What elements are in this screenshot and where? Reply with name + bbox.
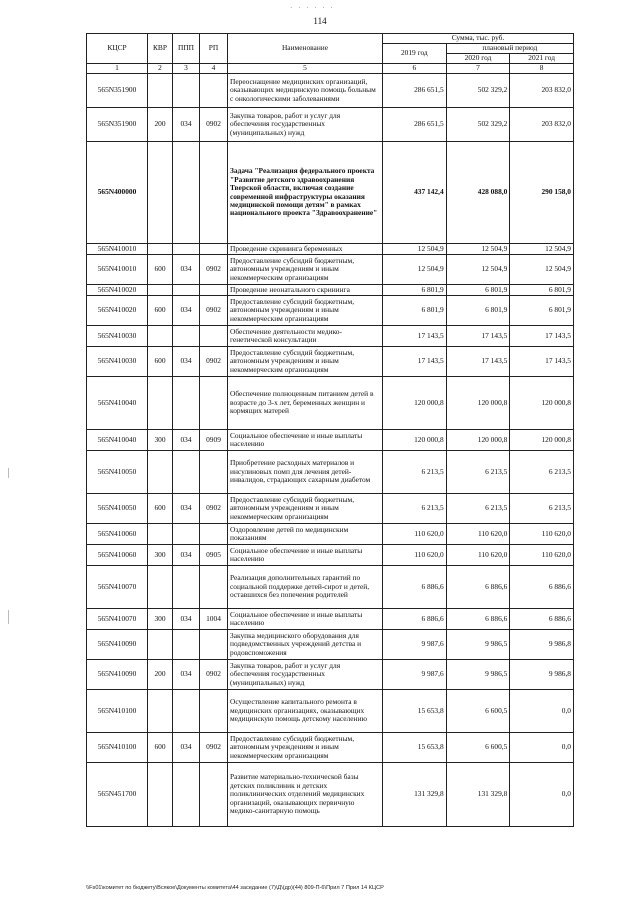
cell-kvr: 600 [148,296,173,326]
cell-2021: 12 504,9 [510,255,574,285]
cell-rp: 0905 [200,545,228,566]
cell-2020: 12 504,9 [446,255,510,285]
header-2020: 2020 год [446,54,510,64]
cell-name: Проведение скрининга беременных [228,244,383,255]
cell-name: Обеспечение полноценным питанием детей в возрасте до 3-х лет, беременных женщин и кормящих матерей [228,377,383,430]
cell-2020: 6 213,5 [446,494,510,524]
cell-kvr: 600 [148,494,173,524]
cell-kcsr: 565N410070 [87,609,148,630]
cell-name: Социальное обеспечение и иные выплаты населению [228,545,383,566]
cell-2021: 6 886,6 [510,609,574,630]
cell-kvr: 300 [148,609,173,630]
cell-kcsr: 565N410100 [87,690,148,733]
cell-rp: 0902 [200,108,228,142]
cell-kvr [148,326,173,347]
cell-2021: 17 143,5 [510,347,574,377]
table-body [87,74,574,827]
cell-name: Социальное обеспечение и иные выплаты населению [228,430,383,451]
cell-2020: 131 329,8 [446,763,510,827]
cell-rp: 0902 [200,660,228,690]
header-2021: 2021 год [510,54,574,64]
header-ppp: ППП [173,34,200,64]
cell-kvr: 300 [148,430,173,451]
cell-2020: 6 886,6 [446,609,510,630]
cell-kcsr: 565N410020 [87,285,148,296]
cell-2019: 286 651,5 [383,108,447,142]
cell-rp [200,763,228,827]
column-number: 4 [200,64,228,74]
cell-kvr [148,690,173,733]
header-kcsr: КЦСР [87,34,148,64]
cell-name: Предоставление субсидий бюджетным, автономным учреждениям и иным некоммерческим организациям [228,347,383,377]
cell-rp [200,377,228,430]
table-row [87,690,574,733]
cell-2020: 6 600,5 [446,690,510,733]
cell-rp [200,142,228,244]
cell-ppp: 034 [173,347,200,377]
header-2019: 2019 год [383,44,447,64]
cell-name: Социальное обеспечение и иные выплаты населению [228,609,383,630]
cell-kvr: 600 [148,733,173,763]
cell-ppp [173,326,200,347]
column-number: 2 [148,64,173,74]
cell-kvr [148,566,173,609]
cell-ppp: 034 [173,296,200,326]
scan-margin-mark [8,610,9,624]
cell-kvr: 600 [148,347,173,377]
cell-kvr: 200 [148,660,173,690]
cell-kcsr: 565N410040 [87,377,148,430]
cell-rp [200,566,228,609]
cell-ppp [173,285,200,296]
table-row [87,108,574,142]
header-sum: Сумма, тыс. руб. [383,34,574,44]
table-row [87,609,574,630]
cell-kcsr: 565N410070 [87,566,148,609]
cell-ppp [173,763,200,827]
column-number: 1 [87,64,148,74]
table-row [87,326,574,347]
cell-name: Предоставление субсидий бюджетным, автономным учреждениям и иным некоммерческим организациям [228,494,383,524]
table-row [87,296,574,326]
cell-kcsr: 565N410100 [87,733,148,763]
table-row [87,545,574,566]
cell-2019: 437 142,4 [383,142,447,244]
cell-2019: 6 886,6 [383,566,447,609]
cell-2021: 0,0 [510,733,574,763]
cell-name: Закупка медицинского оборудования для подведомственных учреждений детства и родовспоможения [228,630,383,660]
table-row [87,142,574,244]
cell-2020: 120 000,8 [446,430,510,451]
cell-kcsr: 565N351900 [87,74,148,108]
cell-name: Осуществление капитального ремонта в медицинских организациях, оказывающих медицинскую помощь детскому населению [228,690,383,733]
cell-kcsr: 565N410090 [87,660,148,690]
cell-name: Развитие материально-технической базы детских поликлиник и детских поликлинических отделений медицинских организаций, оказывающих первичную медико-санитарную помощь [228,763,383,827]
cell-rp: 0902 [200,733,228,763]
column-number: 8 [510,64,574,74]
cell-2021: 120 000,8 [510,430,574,451]
table-row [87,524,574,545]
cell-2021: 6 801,9 [510,285,574,296]
table-row [87,377,574,430]
cell-rp: 0902 [200,296,228,326]
cell-kcsr: 565N410010 [87,244,148,255]
cell-2020: 9 986,5 [446,630,510,660]
table-row [87,566,574,609]
cell-rp: 0902 [200,347,228,377]
cell-2019: 286 651,5 [383,74,447,108]
cell-2021: 6 213,5 [510,451,574,494]
cell-2021: 203 832,0 [510,74,574,108]
cell-2020: 428 088,0 [446,142,510,244]
cell-2019: 6 213,5 [383,494,447,524]
cell-rp [200,690,228,733]
cell-2019: 120 000,8 [383,430,447,451]
cell-rp [200,285,228,296]
column-number-row [87,64,574,74]
cell-2021: 120 000,8 [510,377,574,430]
file-path-footer: \\Fs01\комитет по бюджету\Всякое\Документы комитета\44 заседание (7)\Д\(др)(44) 809-П-6\Прил 7 Прил 14 КЦСР [86,885,384,891]
cell-name: Задача "Реализация федерального проекта "Развитие детского здравоохранения Тверской области, включая создание современной инфраструктуры оказания медицинской помощи детям" в рамках национального проекта "Здравоохранение" [228,142,383,244]
cell-kvr [148,74,173,108]
table-row [87,285,574,296]
cell-rp: 0902 [200,255,228,285]
cell-rp [200,451,228,494]
cell-2020: 6 600,5 [446,733,510,763]
cell-2019: 131 329,8 [383,763,447,827]
cell-name: Проведение неонатального скрининга [228,285,383,296]
cell-name: Закупка товаров, работ и услуг для обеспечения государственных (муниципальных) нужд [228,660,383,690]
cell-ppp [173,142,200,244]
cell-2020: 6 886,6 [446,566,510,609]
cell-2020: 6 801,9 [446,285,510,296]
cell-ppp [173,74,200,108]
cell-2020: 502 329,2 [446,108,510,142]
table-row [87,451,574,494]
cell-2019: 6 213,5 [383,451,447,494]
cell-2020: 6 801,9 [446,296,510,326]
cell-2020: 120 000,8 [446,377,510,430]
cell-ppp: 034 [173,660,200,690]
cell-2021: 0,0 [510,763,574,827]
cell-ppp [173,630,200,660]
table-row [87,430,574,451]
cell-2020: 17 143,5 [446,326,510,347]
cell-2021: 9 986,8 [510,660,574,690]
cell-kcsr: 565N410090 [87,630,148,660]
cell-name: Реализация дополнительных гарантий по социальной поддержке детей-сирот и детей, оставшихся без попечения родителей [228,566,383,609]
cell-kcsr: 565N410030 [87,347,148,377]
cell-kvr [148,377,173,430]
cell-2021: 0,0 [510,690,574,733]
cell-2019: 15 653,8 [383,733,447,763]
cell-kcsr: 565N451700 [87,763,148,827]
header-rp: РП [200,34,228,64]
cell-2021: 12 504,9 [510,244,574,255]
cell-name: Предоставление субсидий бюджетным, автономным учреждениям и иным некоммерческим организациям [228,733,383,763]
cell-2021: 203 832,0 [510,108,574,142]
table-row [87,763,574,827]
cell-name: Предоставление субсидий бюджетным, автономным учреждениям и иным некоммерческим организациям [228,296,383,326]
scan-margin-mark [8,468,9,478]
column-number: 3 [173,64,200,74]
cell-kvr: 200 [148,108,173,142]
table-row [87,733,574,763]
cell-name: Закупка товаров, работ и услуг для обеспечения государственных (муниципальных) нужд [228,108,383,142]
table-row [87,244,574,255]
cell-2020: 110 620,0 [446,545,510,566]
cell-2021: 110 620,0 [510,545,574,566]
cell-kvr [148,142,173,244]
table-row [87,630,574,660]
cell-2019: 17 143,5 [383,347,447,377]
header-name: Наименование [228,34,383,64]
cell-kvr [148,630,173,660]
column-number: 5 [228,64,383,74]
cell-name: Приобретение расходных материалов и инсулиновых помп для лечения детей-инвалидов, страдающих сахарным диабетом [228,451,383,494]
cell-ppp: 034 [173,733,200,763]
cell-kcsr: 565N410040 [87,430,148,451]
cell-2020: 502 329,2 [446,74,510,108]
table-row [87,660,574,690]
cell-ppp [173,451,200,494]
cell-2021: 17 143,5 [510,326,574,347]
cell-kvr [148,244,173,255]
cell-ppp: 034 [173,609,200,630]
cell-rp [200,74,228,108]
cell-kcsr: 565N410060 [87,545,148,566]
cell-kvr: 300 [148,545,173,566]
cell-2019: 6 886,6 [383,609,447,630]
cell-kcsr: 565N410050 [87,494,148,524]
column-number: 6 [383,64,447,74]
cell-2020: 110 620,0 [446,524,510,545]
cell-ppp [173,377,200,430]
cell-ppp: 034 [173,255,200,285]
cell-ppp [173,524,200,545]
scan-mark: · · · · · · [290,4,335,12]
table-row [87,74,574,108]
cell-2021: 6 801,9 [510,296,574,326]
cell-2019: 9 987,6 [383,660,447,690]
cell-ppp [173,690,200,733]
cell-2020: 9 986,5 [446,660,510,690]
cell-kcsr: 565N351900 [87,108,148,142]
cell-ppp: 034 [173,545,200,566]
cell-2020: 17 143,5 [446,347,510,377]
header-kvr: КВР [148,34,173,64]
cell-2021: 110 620,0 [510,524,574,545]
cell-kvr [148,763,173,827]
cell-kcsr: 565N410030 [87,326,148,347]
cell-2019: 17 143,5 [383,326,447,347]
cell-2021: 9 986,8 [510,630,574,660]
cell-rp [200,326,228,347]
cell-2021: 6 886,6 [510,566,574,609]
cell-rp [200,244,228,255]
cell-2019: 110 620,0 [383,545,447,566]
cell-name: Оздоровление детей по медицинским показаниям [228,524,383,545]
cell-kcsr: 565N410020 [87,296,148,326]
cell-kcsr: 565N400000 [87,142,148,244]
cell-rp [200,524,228,545]
budget-table [86,33,574,827]
cell-2021: 6 213,5 [510,494,574,524]
cell-kcsr: 565N410060 [87,524,148,545]
cell-2019: 12 504,9 [383,244,447,255]
cell-name: Обеспечение деятельности медико-генетической консультации [228,326,383,347]
table-row [87,347,574,377]
column-number: 7 [446,64,510,74]
cell-2019: 6 801,9 [383,296,447,326]
table-row [87,494,574,524]
cell-ppp [173,244,200,255]
cell-ppp: 034 [173,108,200,142]
table-row [87,255,574,285]
cell-2020: 12 504,9 [446,244,510,255]
cell-rp: 0909 [200,430,228,451]
cell-2019: 9 987,6 [383,630,447,660]
cell-2019: 110 620,0 [383,524,447,545]
cell-name: Переоснащение медицинских организаций, оказывающих медицинскую помощь больным с онкологическими заболеваниями [228,74,383,108]
cell-2019: 6 801,9 [383,285,447,296]
cell-2019: 120 000,8 [383,377,447,430]
cell-2019: 15 653,8 [383,690,447,733]
cell-ppp: 034 [173,430,200,451]
cell-rp [200,630,228,660]
cell-name: Предоставление субсидий бюджетным, автономным учреждениям и иным некоммерческим организациям [228,255,383,285]
cell-kvr [148,451,173,494]
cell-kcsr: 565N410050 [87,451,148,494]
cell-ppp [173,566,200,609]
header-planning: плановый период [446,44,573,54]
cell-kvr [148,524,173,545]
cell-kvr: 600 [148,255,173,285]
cell-2021: 290 158,0 [510,142,574,244]
page-number: 114 [313,16,327,26]
cell-rp: 1004 [200,609,228,630]
cell-2020: 6 213,5 [446,451,510,494]
cell-kcsr: 565N410010 [87,255,148,285]
cell-kvr [148,285,173,296]
cell-rp: 0902 [200,494,228,524]
cell-ppp: 034 [173,494,200,524]
cell-2019: 12 504,9 [383,255,447,285]
